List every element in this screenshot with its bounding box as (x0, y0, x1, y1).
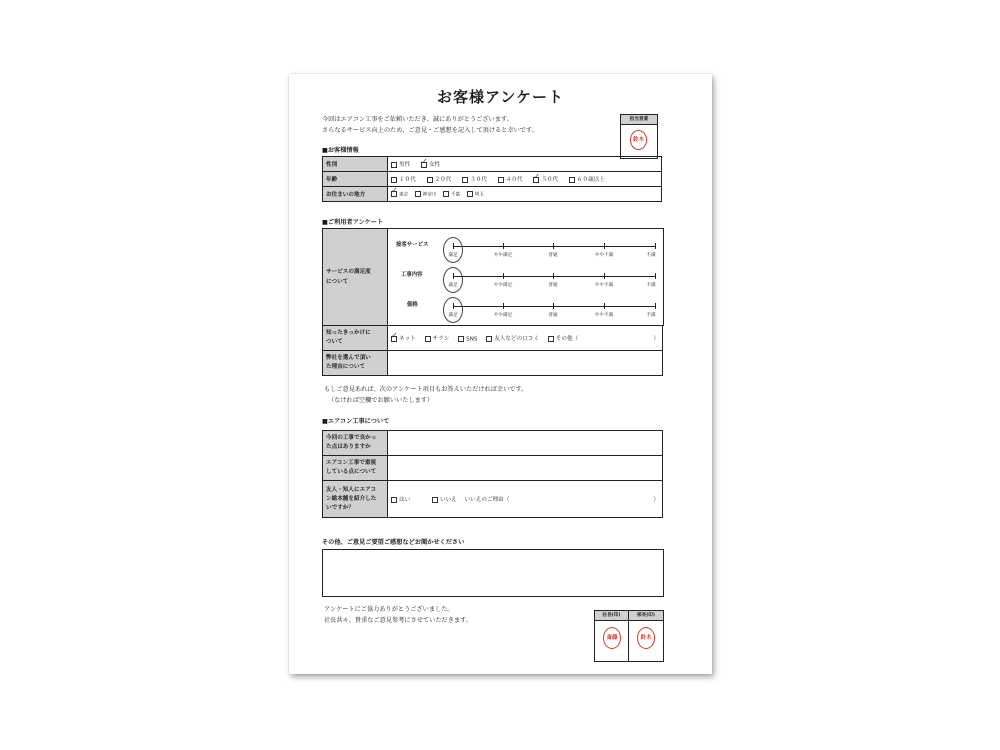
aircon-q1-row (323, 431, 663, 456)
scale-tick[interactable] (655, 273, 656, 279)
scale-label: 満足 (448, 283, 458, 288)
aircon-q1-field[interactable] (388, 431, 663, 456)
checkbox[interactable] (391, 162, 397, 168)
scale-label: 不満 (646, 313, 656, 318)
optional-note: もしご意見あれば、次のアンケート項目もお答えいただければ幸いです。 （なければ空欄でお願いいたします） (324, 386, 528, 404)
source-options (388, 326, 663, 351)
scale-label: やや満足 (493, 313, 513, 318)
staff-stamp-box (620, 114, 658, 159)
aircon-q3-row (323, 481, 663, 518)
age-option[interactable]: ２０代 (427, 175, 452, 183)
approval-stamp-box (594, 610, 664, 662)
checkbox[interactable] (533, 177, 539, 183)
staff-seal: 鈴木 (630, 130, 647, 150)
gender-option-male[interactable]: 男性 (391, 160, 410, 168)
area-options (388, 187, 662, 202)
scale-tick[interactable] (655, 243, 656, 249)
user-survey-heading: ■ご利用者アンケート (322, 219, 384, 226)
scale-label: やや満足 (493, 283, 513, 288)
source-row (323, 326, 663, 351)
satisfaction-label: サービスの満足度 について (326, 269, 371, 285)
checkbox[interactable] (421, 162, 427, 168)
scale-line (453, 246, 656, 247)
age-row (323, 172, 662, 187)
checkbox[interactable] (427, 177, 433, 183)
scale-row-label-work: 工事内容 (401, 272, 423, 278)
scale-label: 満足 (448, 313, 458, 318)
scale-row-label-service: 接客サービス (396, 242, 429, 248)
aircon-q2-label: エアコン工事で重視 している点について (323, 456, 388, 481)
scale-tick[interactable] (503, 273, 504, 279)
checkbox[interactable] (569, 177, 575, 183)
checkbox[interactable] (391, 177, 397, 183)
scale-label: やや満足 (493, 253, 513, 258)
age-option[interactable]: ✓ ５０代 (533, 175, 558, 183)
scale-label: 普通 (548, 283, 558, 288)
free-comment-field[interactable] (322, 549, 664, 597)
source-option-net[interactable]: ✓ ネット (391, 334, 416, 342)
aircon-heading: ■エアコン工事について (322, 418, 390, 425)
scale-row-label-price: 価格 (407, 302, 418, 308)
refer-reason-close: ） (653, 497, 659, 503)
refer-no-option[interactable]: いいえ (432, 495, 457, 503)
aircon-table (322, 430, 663, 518)
area-option[interactable]: 神奈川 (415, 191, 437, 198)
customer-info-heading: ■お客様情報 (322, 147, 359, 154)
reason-label: 弊社を選んで頂い た理由について (323, 351, 388, 376)
checkbox[interactable] (391, 497, 397, 503)
scale-tick[interactable] (604, 273, 605, 279)
president-stamp-label: 社長(印) (595, 611, 628, 621)
checkbox[interactable] (415, 191, 421, 197)
area-option[interactable]: 千葉 (443, 191, 460, 198)
scale-line (453, 306, 656, 307)
intro-line-2: さらなるサービス向上のため、ご意見・ご感想を記入して頂けると幸いです。 (322, 127, 538, 134)
scale-label: 不満 (646, 283, 656, 288)
scale-line (453, 276, 656, 277)
reason-row (323, 351, 663, 376)
scale-label: 満足 (448, 253, 458, 258)
closing-text: アンケートにご協力ありがとうございました。 社長共々、貴重なご意見参考にさせていただきます。 (324, 606, 473, 624)
scale-tick[interactable] (655, 303, 656, 309)
area-option[interactable]: 埼玉 (467, 191, 484, 198)
checkbox[interactable] (391, 336, 397, 342)
aircon-q3-options (388, 481, 663, 518)
scale-tick[interactable] (503, 243, 504, 249)
aircon-q2-row (323, 456, 663, 481)
scale-label: 普通 (548, 313, 558, 318)
source-other-close: ） (653, 336, 659, 342)
source-label: 知ったきっかけに ついて (323, 326, 388, 351)
checkbox[interactable] (458, 336, 464, 342)
age-option[interactable]: １０代 (391, 175, 416, 183)
survey-sheet (289, 74, 712, 674)
area-option[interactable]: ✓ 東京 (391, 191, 408, 198)
age-option[interactable]: ４０代 (498, 175, 523, 183)
checkbox[interactable] (486, 336, 492, 342)
aircon-q3-label: 友人・知人にエアコ ン総本舗を紹介した いですか？ (323, 481, 388, 518)
source-table (322, 325, 663, 376)
manager-seal: 鈴木 (637, 627, 655, 649)
age-option[interactable]: ３０代 (462, 175, 487, 183)
checkbox[interactable] (548, 336, 554, 342)
scale-label: やや不満 (594, 283, 614, 288)
president-seal: 斎藤 (603, 627, 621, 649)
staff-stamp-label: 担当営業 (621, 115, 657, 125)
page-title: お客様アンケート (436, 88, 565, 106)
checkbox[interactable] (432, 497, 438, 503)
manager-stamp-label: 部長(印) (629, 611, 663, 621)
area-row (323, 187, 662, 202)
checkbox[interactable] (498, 177, 504, 183)
checkbox[interactable] (391, 191, 397, 197)
checkbox[interactable] (467, 191, 473, 197)
age-option[interactable]: ６０歳以上 (569, 175, 605, 183)
satisfaction-block (322, 228, 664, 326)
selection-circle (443, 237, 463, 263)
scale-tick[interactable] (604, 243, 605, 249)
free-comment-heading: その他、ご意見ご要望ご感想などお聞かせください (322, 539, 465, 546)
refer-no-reason-label: いいえのご理由（ (464, 497, 510, 503)
area-label: お住まいの地方 (323, 187, 388, 202)
checkbox[interactable] (462, 177, 468, 183)
scale-tick[interactable] (553, 243, 554, 249)
scale-label: やや不満 (594, 253, 614, 258)
gender-row (323, 157, 662, 172)
scale-label: やや不満 (594, 313, 614, 318)
refer-yes-option[interactable]: はい (391, 495, 410, 503)
scale-tick[interactable] (553, 273, 554, 279)
source-option-other[interactable]: その他（ (548, 334, 578, 342)
scale-label: 普通 (548, 253, 558, 258)
selection-circle (443, 297, 463, 323)
scale-tick[interactable] (604, 303, 605, 309)
age-label: 年齢 (323, 172, 388, 187)
gender-option-female[interactable]: ✓ 女性 (421, 160, 440, 168)
scale-label: 不満 (646, 253, 656, 258)
intro-line-1: 今回はエアコン工事をご依頼いただき、誠にありがとうございます。 (322, 116, 513, 123)
aircon-q1-label: 今回の工事で良かっ た点はありますか (323, 431, 388, 456)
customer-info-table (322, 156, 662, 202)
aircon-q2-field[interactable] (388, 456, 663, 481)
president-stamp-cell (595, 611, 629, 661)
checkbox[interactable] (425, 336, 431, 342)
scale-tick[interactable] (503, 303, 504, 309)
age-options (388, 172, 662, 187)
checkbox[interactable] (443, 191, 449, 197)
manager-stamp-cell (629, 611, 663, 661)
scale-tick[interactable] (553, 303, 554, 309)
intro-text (322, 114, 538, 136)
gender-label: 性別 (323, 157, 388, 172)
source-option-flyer[interactable]: チラシ (425, 334, 450, 342)
selection-circle (443, 267, 463, 293)
source-option-sns[interactable]: SNS (458, 336, 477, 343)
source-option-word-of-mouth[interactable]: 友人などの口コミ (486, 334, 539, 342)
gender-options (388, 157, 662, 172)
reason-answer-field[interactable] (388, 351, 663, 376)
